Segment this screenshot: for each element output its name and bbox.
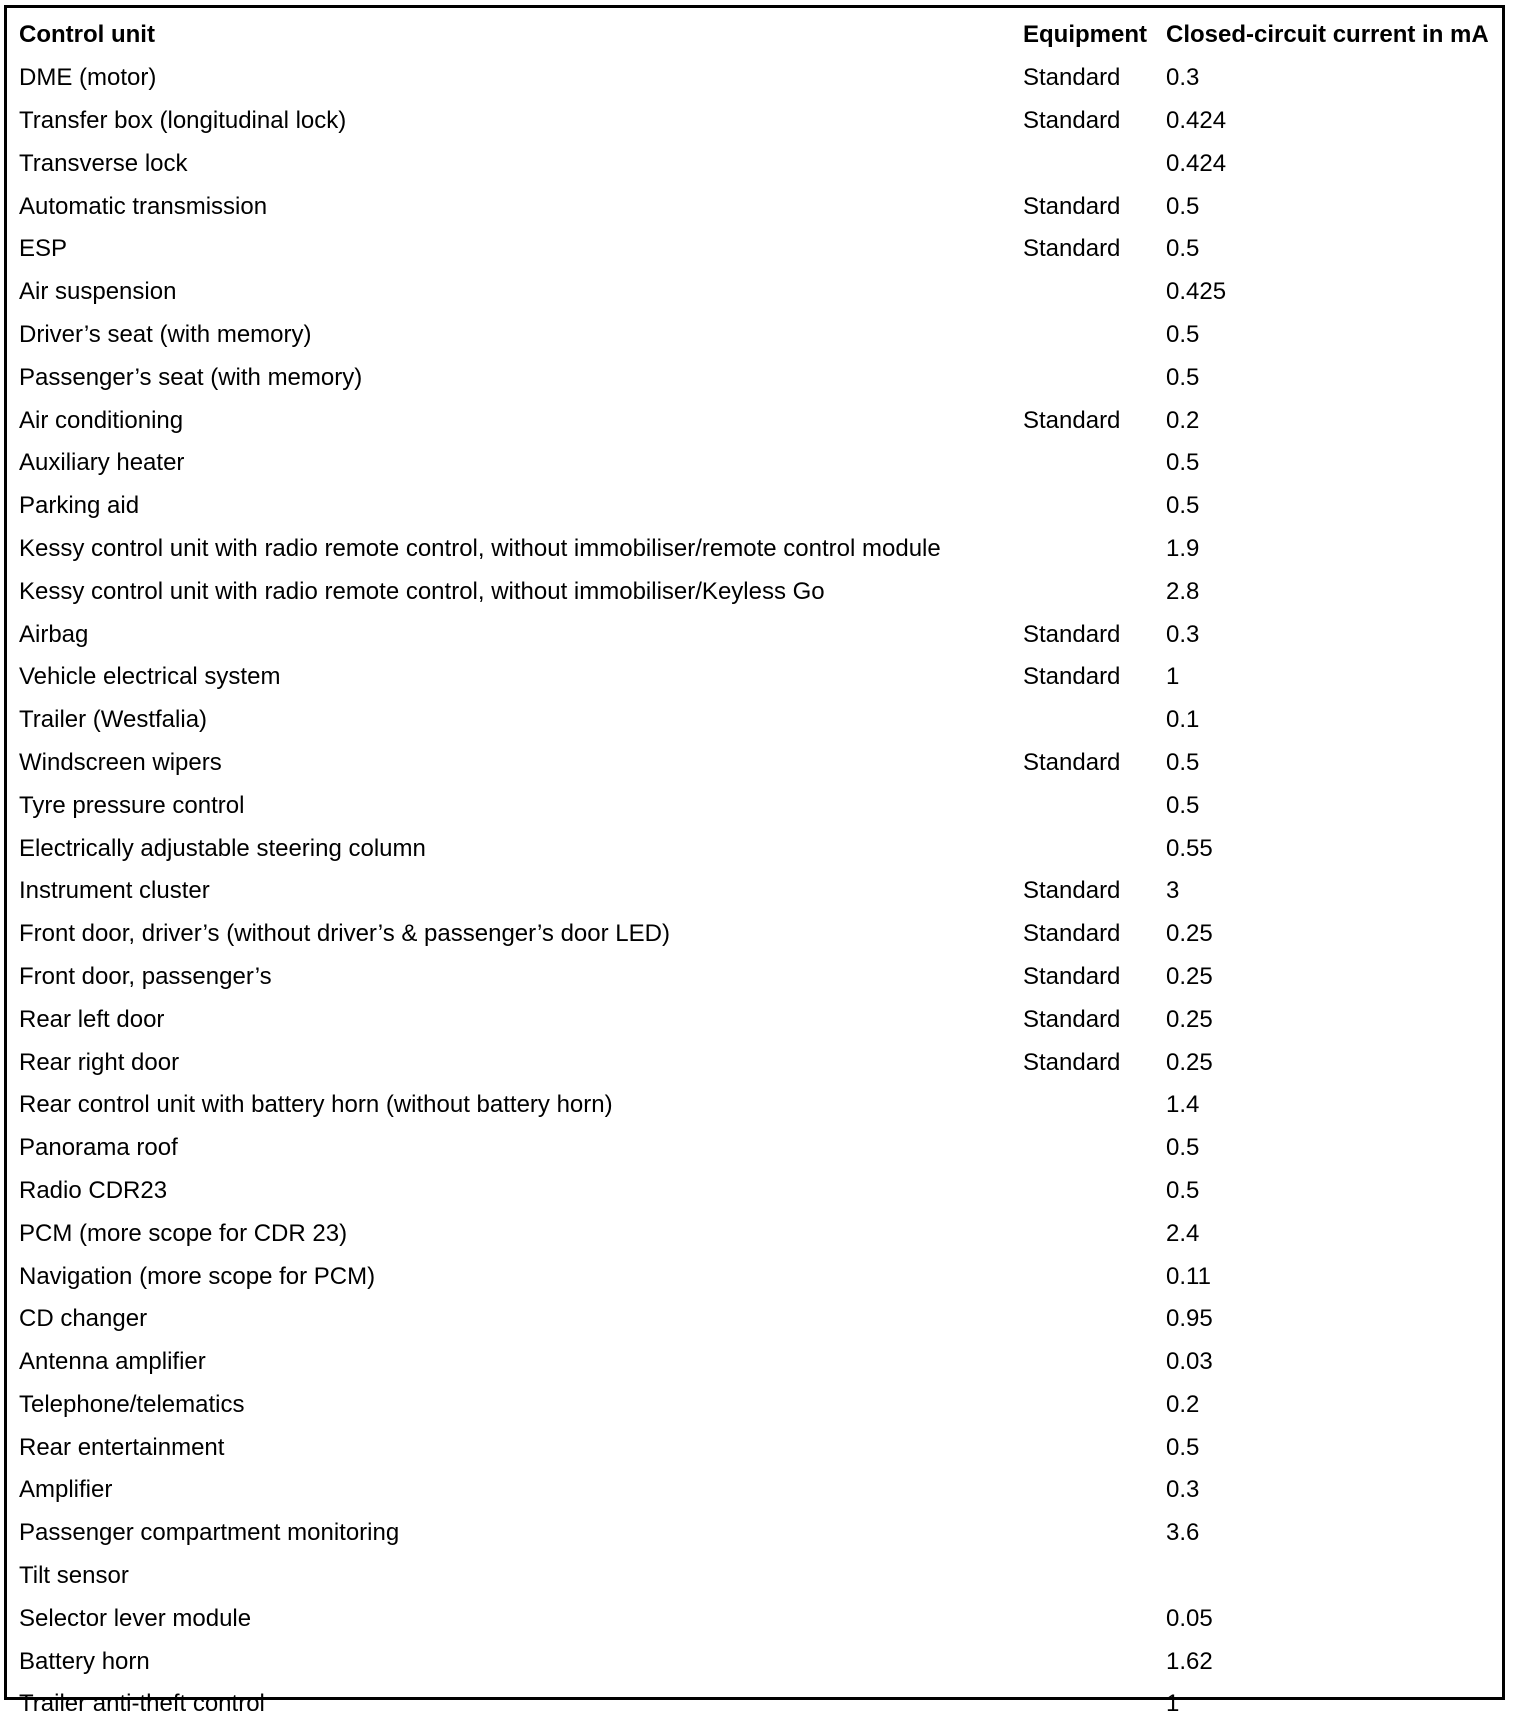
cell-current: 0.424: [1166, 106, 1227, 134]
cell-current: 0.3: [1166, 620, 1200, 648]
cell-equipment: Standard: [1023, 192, 1121, 220]
cell-control-unit: Front door, passenger’s: [19, 962, 272, 990]
cell-current: 0.11: [1166, 1262, 1211, 1290]
cell-equipment: [1015, 1683, 1161, 1726]
cell-current: 0.25: [1166, 920, 1213, 948]
cell-current: 0.5: [1166, 1176, 1200, 1204]
cell-equipment: Standard: [1023, 920, 1121, 948]
table-row: [10, 613, 1506, 656]
table-row: [10, 442, 1506, 485]
cell-equipment: [1015, 1170, 1161, 1213]
cell-equipment: [1015, 1512, 1161, 1555]
table-header-row: [10, 14, 1506, 57]
table-row: [10, 1640, 1506, 1683]
cell-current: 0.5: [1166, 192, 1200, 220]
table-row: [10, 1512, 1506, 1555]
cell-control-unit: Passenger compartment monitoring: [19, 1519, 400, 1547]
cell-current: 0.3: [1166, 64, 1200, 92]
closed-circuit-current-table: [10, 14, 1506, 1726]
cell-current: 2.4: [1166, 1219, 1200, 1247]
cell-equipment: [1015, 570, 1161, 613]
table-row: [10, 1384, 1506, 1427]
table-row: [10, 1298, 1506, 1341]
cell-control-unit: Rear control unit with battery horn (without battery horn): [19, 1091, 613, 1119]
cell-control-unit: Auxiliary heater: [19, 449, 185, 477]
cell-current: 0.425: [1166, 278, 1227, 306]
cell-current: [1161, 1555, 1506, 1598]
cell-current: 0.424: [1166, 149, 1227, 177]
cell-current: 0.5: [1166, 363, 1200, 391]
cell-control-unit: Telephone/telematics: [19, 1390, 245, 1418]
cell-current: 1: [1166, 663, 1180, 691]
table-row: [10, 228, 1506, 271]
table-row: [10, 1426, 1506, 1469]
table-row: [10, 1255, 1506, 1298]
cell-control-unit: Radio CDR23: [19, 1176, 168, 1204]
cell-equipment: [1015, 442, 1161, 485]
cell-current: 0.5: [1166, 1134, 1200, 1162]
cell-equipment: [1015, 1212, 1161, 1255]
cell-current: 0.1: [1166, 706, 1200, 734]
table-frame: [4, 5, 1505, 1718]
table-row: [10, 185, 1506, 228]
table-row: [10, 1683, 1506, 1726]
cell-control-unit: Electrically adjustable steering column: [19, 834, 426, 862]
cell-control-unit: Automatic transmission: [19, 192, 268, 220]
cell-equipment: Standard: [1023, 64, 1121, 92]
table-row: [10, 699, 1506, 742]
cell-current: 1: [1166, 1690, 1180, 1718]
cell-control-unit: Panorama roof: [19, 1134, 178, 1162]
table-row: [10, 956, 1506, 999]
cell-current: 0.2: [1166, 1390, 1200, 1418]
cell-control-unit: Air suspension: [19, 278, 177, 306]
cell-equipment: [1015, 1084, 1161, 1127]
cell-equipment: [1015, 784, 1161, 827]
cell-control-unit: Tyre pressure control: [19, 791, 245, 819]
table-row: [10, 100, 1506, 143]
cell-equipment: Standard: [1023, 962, 1121, 990]
header-current: Closed-circuit current in mA: [1166, 21, 1489, 49]
cell-current: 0.05: [1166, 1604, 1213, 1632]
cell-equipment: [1015, 314, 1161, 357]
table-row: [10, 314, 1506, 357]
cell-control-unit: Navigation (more scope for PCM): [19, 1262, 376, 1290]
cell-current: 0.2: [1166, 406, 1200, 434]
cell-control-unit: Tilt sensor: [19, 1562, 129, 1590]
cell-control-unit: Kessy control unit with radio remote control, without immobiliser/Keyless Go: [19, 577, 825, 605]
cell-current: 0.5: [1166, 791, 1200, 819]
cell-current: 1.9: [1166, 534, 1200, 562]
cell-control-unit: Air conditioning: [19, 406, 184, 434]
cell-control-unit: Front door, driver’s (without driver’s & passenger’s door LED): [19, 920, 670, 948]
cell-equipment: Standard: [1023, 748, 1121, 776]
table-row: [10, 1170, 1506, 1213]
cell-current: 3.6: [1166, 1519, 1200, 1547]
table-row: [10, 1469, 1506, 1512]
cell-current: 0.5: [1166, 449, 1200, 477]
table-row: [10, 142, 1506, 185]
cell-control-unit: Antenna amplifier: [19, 1348, 206, 1376]
table-row: [10, 998, 1506, 1041]
table-row: [10, 1084, 1506, 1127]
cell-current: 1.62: [1166, 1647, 1213, 1675]
cell-control-unit: Selector lever module: [19, 1604, 252, 1632]
cell-current: 0.25: [1166, 962, 1213, 990]
cell-control-unit: Rear right door: [19, 1048, 180, 1076]
table-row: [10, 656, 1506, 699]
cell-current: 0.03: [1166, 1348, 1213, 1376]
cell-current: 0.55: [1166, 834, 1213, 862]
cell-equipment: Standard: [1023, 620, 1121, 648]
cell-control-unit: Airbag: [19, 620, 89, 648]
cell-control-unit: Passenger’s seat (with memory): [19, 363, 363, 391]
table-row: [10, 356, 1506, 399]
cell-current: 0.5: [1166, 1433, 1200, 1461]
cell-equipment: [1015, 699, 1161, 742]
table-row: [10, 742, 1506, 785]
table-row: [10, 1127, 1506, 1170]
cell-control-unit: Amplifier: [19, 1476, 113, 1504]
table-row: [10, 271, 1506, 314]
cell-control-unit: Battery horn: [19, 1647, 150, 1675]
cell-control-unit: Transverse lock: [19, 149, 188, 177]
cell-control-unit: Driver’s seat (with memory): [19, 320, 312, 348]
cell-control-unit: Trailer anti-theft control: [19, 1690, 265, 1718]
cell-equipment: Standard: [1023, 406, 1121, 434]
cell-control-unit: Windscreen wipers: [19, 748, 222, 776]
table-row: [10, 827, 1506, 870]
table-row: [10, 784, 1506, 827]
header-control-unit: Control unit: [19, 21, 155, 49]
table-row: [10, 1597, 1506, 1640]
cell-equipment: Standard: [1023, 106, 1121, 134]
cell-equipment: [1015, 356, 1161, 399]
cell-equipment: [1015, 1426, 1161, 1469]
cell-current: 1.4: [1166, 1091, 1200, 1119]
cell-equipment: Standard: [1023, 1005, 1121, 1033]
table-row: [10, 485, 1506, 528]
cell-current: 0.25: [1166, 1048, 1213, 1076]
cell-equipment: Standard: [1023, 235, 1121, 263]
table-row: [10, 870, 1506, 913]
cell-current: 0.5: [1166, 235, 1200, 263]
cell-equipment: Standard: [1023, 1048, 1121, 1076]
cell-current: 3: [1166, 877, 1180, 905]
cell-equipment: [1015, 1298, 1161, 1341]
cell-equipment: [1015, 1555, 1161, 1598]
cell-equipment: [1015, 1597, 1161, 1640]
cell-control-unit: CD changer: [19, 1305, 148, 1333]
table-row: [10, 570, 1506, 613]
cell-control-unit: Vehicle electrical system: [19, 663, 281, 691]
cell-equipment: [1015, 1384, 1161, 1427]
cell-equipment: [1015, 1127, 1161, 1170]
cell-current: 0.5: [1166, 320, 1200, 348]
cell-equipment: [1015, 827, 1161, 870]
cell-control-unit: ESP: [19, 235, 68, 263]
cell-control-unit: Transfer box (longitudinal lock): [19, 106, 347, 134]
cell-equipment: [1015, 1341, 1161, 1384]
cell-current: 2.8: [1166, 577, 1200, 605]
cell-current: 0.5: [1166, 492, 1200, 520]
cell-control-unit: Rear entertainment: [19, 1433, 225, 1461]
cell-control-unit: Trailer (Westfalia): [19, 706, 208, 734]
cell-control-unit: PCM (more scope for CDR 23): [19, 1219, 348, 1247]
cell-equipment: [1015, 1469, 1161, 1512]
cell-current: 0.25: [1166, 1005, 1213, 1033]
cell-current: 0.5: [1166, 748, 1200, 776]
table-row: [10, 913, 1506, 956]
cell-control-unit: DME (motor): [19, 64, 157, 92]
table-row: [10, 1555, 1506, 1598]
cell-equipment: Standard: [1023, 877, 1121, 905]
table-row: [10, 1341, 1506, 1384]
cell-equipment: [1015, 1640, 1161, 1683]
cell-control-unit: Kessy control unit with radio remote control, without immobiliser/remote control module: [19, 534, 941, 562]
table-body: [10, 57, 1506, 1726]
table-row: [10, 399, 1506, 442]
cell-equipment: [1015, 1255, 1161, 1298]
cell-equipment: Standard: [1023, 663, 1121, 691]
cell-current: 0.3: [1166, 1476, 1200, 1504]
cell-control-unit: Parking aid: [19, 492, 140, 520]
table-row: [10, 57, 1506, 100]
cell-control-unit: Rear left door: [19, 1005, 165, 1033]
cell-equipment: [1015, 271, 1161, 314]
cell-equipment: [1015, 528, 1161, 571]
table-row: [10, 1041, 1506, 1084]
cell-equipment: [1015, 485, 1161, 528]
cell-current: 0.95: [1166, 1305, 1213, 1333]
cell-control-unit: Instrument cluster: [19, 877, 210, 905]
table-row: [10, 528, 1506, 571]
cell-equipment: [1015, 142, 1161, 185]
header-equipment: Equipment: [1023, 21, 1147, 49]
table-row: [10, 1212, 1506, 1255]
